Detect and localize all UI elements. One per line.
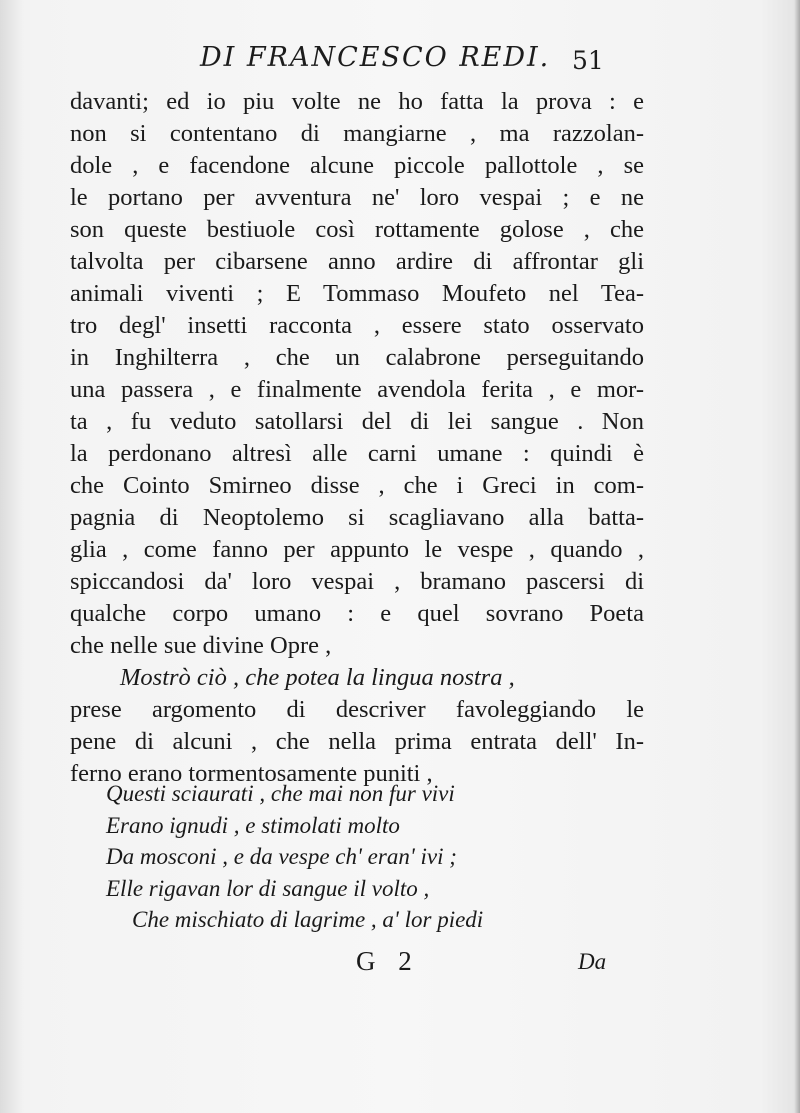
verse-line: Questi sciaurati , che mai non fur vivi [106,781,455,806]
text-line: davanti; ed io piu volte ne ho fatta la prova : e [70,88,644,115]
page-footer [0,946,800,980]
text-line: che nelle sue divine Opre , [70,632,332,659]
text-line: ferno erano tormentosamente puniti , [70,760,433,787]
text-line: che Cointo Smirneo disse , che i Greci in com- [70,472,644,499]
catchword: Da [578,949,607,974]
text-line: una passera , e finalmente avendola ferita , e mor- [70,376,644,403]
text-line: pagnia di Neoptolemo si scagliavano alla batta- [70,504,644,531]
verse-line: Erano ignudi , e stimolati molto [106,812,400,838]
body-text [70,86,644,790]
verse-line: Da mosconi , e da vespe ch' eran' ivi ; [106,844,457,869]
text-line: la perdonano altresì alle carni umane : quindi è [70,440,644,467]
text-line: pene di alcuni , che nella prima entrata dell' In- [70,728,644,755]
verse-line: Elle rigavan lor di sangue il volto , [106,875,430,901]
verse-block [106,778,626,936]
text-line: non si contentano di mangiarne , ma razzolan- [70,120,644,147]
text-line: in Inghilterra , che un calabrone perseguitando [70,344,644,371]
signature-mark: G 2 [356,946,420,976]
text-line: son queste bestiuole così rottamente golose , che [70,216,644,243]
page-number: 51 [572,46,604,75]
text-line: dole , e facendone alcune piccole pallottole , se [70,152,644,179]
text-line: ta , fu veduto satollarsi del di lei sangue . Non [70,408,644,435]
page-header [0,40,800,80]
text-line: glia , come fanno per appunto le vespe , quando , [70,536,644,563]
text-line: le portano per avventura ne' loro vespai ; e ne [70,184,644,211]
text-line: qualche corpo umano : e quel sovrano Poeta [70,600,644,627]
text-line: talvolta per cibarsene anno ardire di affrontar gli [70,248,644,275]
quoted-verse-line: Mostrò ciò , che potea la lingua nostra , [120,664,515,691]
text-line: tro degl' insetti racconta , essere stato osservato [70,312,644,339]
text-line: prese argomento di descriver favoleggiando le [70,696,644,723]
running-head: DI FRANCESCO REDI. [200,42,551,73]
text-line: spiccandosi da' loro vespai , bramano pascersi di [70,568,644,595]
text-line: animali viventi ; E Tommaso Moufeto nel Tea- [70,280,644,307]
verse-line: Che mischiato di lagrime , a' lor piedi [132,907,484,932]
